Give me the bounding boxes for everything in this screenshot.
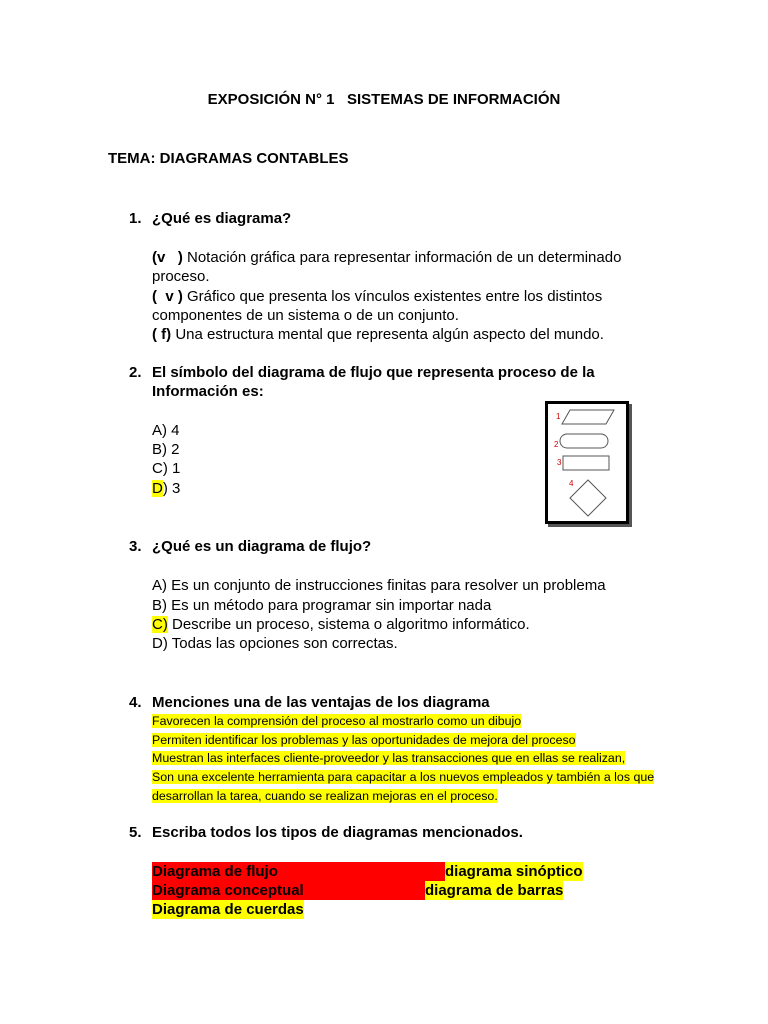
selected-answer-highlight: C)	[152, 616, 168, 633]
answer-text: desarrollan la tarea, cuando se realizan mejoras en el proceso.	[152, 789, 498, 803]
decision-diamond-symbol	[570, 480, 606, 516]
option-text: componentes de un sistema o de un conjunto.	[152, 307, 459, 324]
question-3	[129, 538, 371, 555]
q2-option-a: A) 4	[152, 422, 180, 439]
diagram-types-row-2	[152, 881, 563, 900]
process-rectangle-symbol	[563, 456, 609, 470]
q1-option-3	[152, 325, 604, 344]
q3-option-b: B) Es un método para programar sin importar nada	[152, 597, 492, 614]
option-text: Describe un proceso, sistema o algoritmo informático.	[167, 616, 530, 633]
answer-text: Favorecen la comprensión del proceso al mostrarlo como un dibujo	[152, 714, 522, 728]
topic-heading: TEMA: DIAGRAMAS CONTABLES	[108, 150, 349, 167]
symbol-label-1: 1	[556, 412, 561, 421]
question-4	[129, 694, 490, 711]
document-title: EXPOSICIÓN N° 1 SISTEMAS DE INFORMACIÓN	[207, 91, 561, 108]
option-text: Gráfico que presenta los vínculos existentes entre los distintos	[182, 288, 603, 305]
parallelogram-symbol	[562, 410, 614, 424]
answer-text: Permiten identificar los problemas y las oportunidades de mejora del proceso	[152, 733, 576, 747]
question-number: 2.	[129, 364, 142, 381]
terminal-symbol	[560, 434, 608, 448]
q1-option-1	[152, 248, 621, 267]
question-1	[129, 210, 291, 227]
q3-option-d: D) Todas las opciones son correctas.	[152, 635, 398, 652]
option-mark: ( f)	[152, 326, 172, 343]
flowchart-symbols-figure	[545, 401, 629, 524]
diagram-type-cell: Diagrama de cuerdas	[152, 901, 304, 918]
q3-option-a: A) Es un conjunto de instrucciones finitas para resolver un problema	[152, 577, 606, 594]
q2-option-d	[152, 479, 180, 498]
question-number: 4.	[129, 694, 142, 711]
q4-answer-5	[152, 787, 498, 806]
question-2	[129, 364, 595, 381]
symbol-label-3: 3	[557, 458, 562, 467]
q1-option-1-cont	[152, 267, 210, 286]
question-text: Escriba todos los tipos de diagramas mencionados.	[152, 824, 523, 841]
q2-option-b: B) 2	[152, 441, 180, 458]
option-text: ) 3	[162, 480, 181, 497]
option-text: proceso.	[152, 268, 210, 285]
question-text: ¿Qué es diagrama?	[152, 210, 292, 227]
question-number: 1.	[129, 210, 142, 227]
flowchart-symbols-svg	[548, 404, 626, 521]
q4-answer-1	[152, 712, 521, 731]
symbol-label-2: 2	[554, 440, 559, 449]
question-2-cont: Información es:	[152, 383, 264, 400]
diagram-types-row-1	[152, 862, 583, 881]
option-mark: ( v )	[152, 288, 183, 305]
question-number: 5.	[129, 824, 142, 841]
q4-answer-2	[152, 731, 576, 750]
question-number: 3.	[129, 538, 142, 555]
diagram-types-row-3	[152, 900, 304, 919]
q3-option-c	[152, 615, 530, 634]
diagram-type-cell: Diagrama conceptual	[152, 881, 425, 900]
question-text: El símbolo del diagrama de flujo que representa proceso de la	[152, 364, 595, 381]
option-text: Notación gráfica para representar información de un determinado	[182, 249, 622, 266]
question-text: Menciones una de las ventajas de los diagrama	[152, 694, 490, 711]
answer-text: Son una excelente herramienta para capacitar a los nuevos empleados y también a los que	[152, 770, 655, 784]
q1-option-2	[152, 287, 602, 306]
option-text: Una estructura mental que representa algún aspecto del mundo.	[171, 326, 604, 343]
diagram-type-cell: diagrama de barras	[425, 882, 564, 899]
answer-text: Muestran las interfaces cliente-proveedor y las transacciones que en ellas se realizan,	[152, 751, 626, 765]
option-mark: (v )	[152, 249, 183, 266]
symbol-label-4: 4	[569, 479, 574, 488]
q1-option-2-cont	[152, 306, 459, 325]
q2-option-c: C) 1	[152, 460, 181, 477]
q4-answer-3	[152, 749, 625, 768]
question-5	[129, 824, 523, 841]
question-text: ¿Qué es un diagrama de flujo?	[152, 538, 372, 555]
q4-answer-4	[152, 768, 654, 787]
diagram-type-cell: diagrama sinóptico	[445, 863, 583, 880]
diagram-type-cell: Diagrama de flujo	[152, 862, 445, 881]
selected-answer-highlight: D	[152, 480, 163, 497]
